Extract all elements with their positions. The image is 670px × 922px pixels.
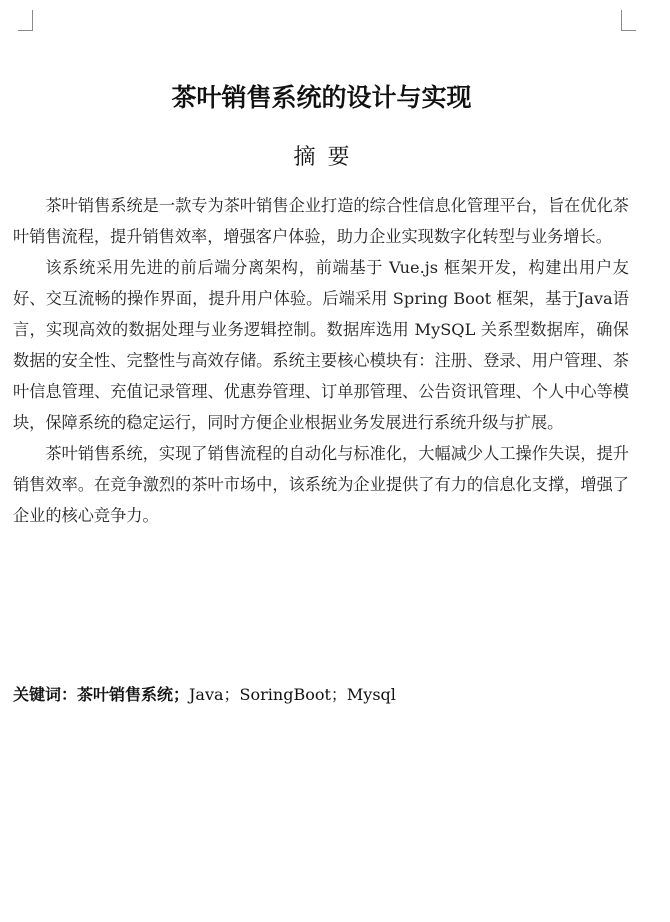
keywords-label: 关键词：茶叶销售系统； — [13, 685, 190, 704]
abstract-paragraph-1: 茶叶销售系统是一款专为茶叶销售企业打造的综合性信息化管理平台，旨在优化茶叶销售流程，提升销售效率，增强客户体验，助力企业实现数字化转型与业务增长。 — [13, 196, 629, 246]
abstract-heading: 摘要 — [293, 145, 362, 170]
keywords-values: Java；SoringBoot；Mysql — [189, 685, 396, 704]
keywords-line — [13, 682, 629, 708]
crop-mark-top-left — [18, 10, 33, 31]
abstract-paragraph-3: 茶叶销售系统，实现了销售流程的自动化与标准化，大幅减少人工操作失误，提升销售效率。在竞争激烈的茶叶市场中，该系统为企业提供了有力的信息化支撑，增强了企业的核心竞争力。 — [13, 444, 629, 525]
document-title: 茶叶销售系统的设计与实现 — [171, 83, 472, 112]
abstract-paragraph-2: 该系统采用先进的前后端分离架构，前端基于 Vue.js 框架开发，构建出用户友好、交互流畅的操作界面，提升用户体验。后端采用 Spring Boot 框架，基于Java语言，实现高效的数据处理与业务逻辑控制。数据库选用 MySQL 关系型数据库，确保数据的安全性、完整性与高效存储。系统主要核心模块有：注册、登录、用户管理、茶叶信息管理、充值记录管理、优惠券管理、订单那管理、公告资讯管理、个人中心等模块，保障系统的稳定运行，同时方便企业根据业务发展进行系统升级与扩展。 — [13, 258, 629, 432]
crop-mark-top-right — [621, 10, 636, 31]
abstract-body — [13, 190, 629, 531]
